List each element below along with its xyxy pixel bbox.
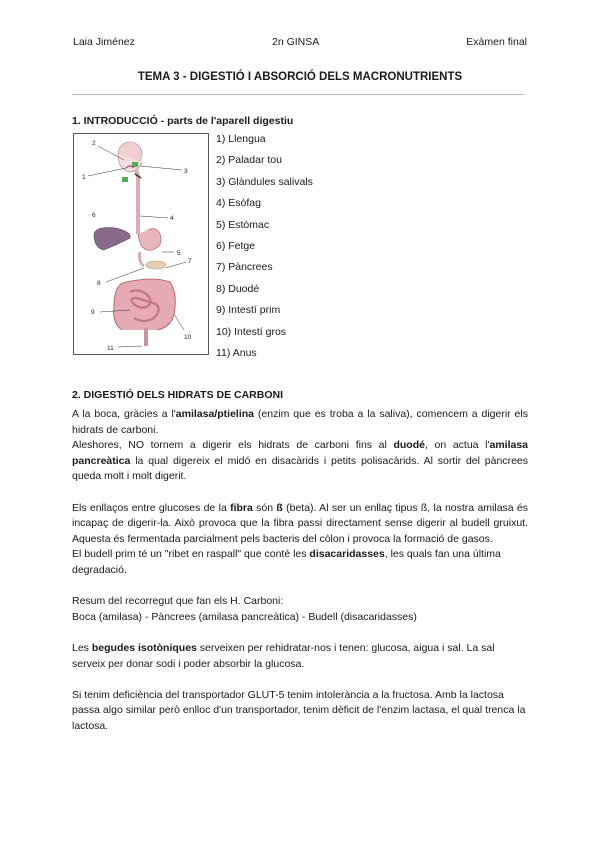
paragraph-duodenum: Aleshores, NO tornem a digerir els hidrats de carboni fins al duodé, on actua l'amilasa pancreàtica la qual digereix el midó en disacàrids i petits polisacàrids. Al sortir del pàncrees queda molt i molt digerit. (72, 439, 529, 483)
header-author: Laia Jiménez (73, 36, 135, 48)
paragraph-glut5: Si tenim deficiència del transportador GLUT-5 tenim intolerància a la fructosa. Amb la lactosa passa algo similar però enlloc d'un transportador, tenim dèficit de l'enzim lactasa, el qual trenca la lactosa. (72, 688, 526, 732)
large-intestine-shape (114, 279, 176, 330)
leader-line-1 (88, 168, 126, 176)
list-item: 9) Intestí prim (216, 304, 281, 317)
list-item: 10) Intestí gros (216, 325, 287, 338)
summary-intro: Resum del recorregut que fan els H. Carboni: (72, 595, 284, 608)
leader-line-3 (140, 166, 182, 170)
leader-line-4 (140, 216, 168, 218)
list-item: 6) Fetge (216, 239, 256, 252)
figure-label-5: 5 (177, 250, 181, 257)
list-item: 1) Llengua (216, 133, 266, 145)
title-divider (72, 94, 524, 95)
section-1-heading (72, 115, 293, 127)
figure-label-6: 6 (92, 212, 96, 219)
list-item: 5) Estòmac (216, 218, 270, 231)
list-item: 8) Duodé (216, 282, 260, 295)
section-1-title: 1. INTRODUCCIÓ (72, 115, 158, 127)
digestive-parts-list (216, 131, 313, 366)
term-disacaridasses: disacaridasses (309, 548, 385, 561)
paragraph-isotonic: Les begudes isotòniques serveixen per rehidratar-nos i tenen: glucosa, aigua i sal. La sal serveix per donar sodi i poder absorbir la glucosa. (72, 641, 495, 670)
list-item: 4) Esòfag (216, 197, 261, 210)
section-2-body (72, 407, 528, 734)
figure-label-1: 1 (82, 174, 86, 181)
list-item: 11) Anus (216, 346, 257, 359)
salivary-gland-lower-shape (122, 177, 128, 182)
leader-line-10 (174, 314, 184, 330)
list-item: 7) Pàncrees (216, 261, 273, 274)
figure-label-3: 3 (184, 168, 188, 175)
esophagus-shape (136, 170, 138, 234)
header-course: 2n GINSA (272, 36, 320, 48)
figure-label-8: 8 (97, 280, 101, 287)
section-1-subtitle: - parts de l'aparell digestiu (160, 115, 294, 127)
paragraph-fiber: Els enllaços entre glucoses de la fibra són ß (beta). Al ser un enllaç tipus ß, la nostra amilasa és incapaç de digerir-la. Això provoca que la fibra passi directament sense digerir al budell gruixut. Aquesta és fermentada parcialment pels bacteris del còlon i provoca la formació de gasos. (72, 501, 529, 545)
section-2-title: 2. DIGESTIÓ DELS HIDRATS DE CARBONI (72, 389, 283, 401)
digestive-system-figure (73, 133, 209, 355)
leader-line-7 (166, 262, 186, 268)
paragraph-brush-border: El budell prim té un "ribet en raspall" que conté les disacaridasses, les quals fan una última degradació. (72, 548, 501, 576)
pancreas-shape (146, 261, 166, 269)
leader-line-11 (118, 346, 142, 347)
digestive-system-diagram (74, 134, 208, 354)
figure-label-9: 9 (91, 309, 95, 316)
header-exam: Exàmen final (466, 36, 527, 48)
term-beta: ß (276, 501, 283, 514)
term-duode: duodé (393, 439, 425, 452)
stomach-shape (138, 229, 161, 251)
figure-label-11: 11 (107, 345, 114, 352)
summary-route: Boca (amilasa) - Pàncrees (amilasa pancreàtica) - Budell (disacaridasses) (72, 610, 417, 623)
list-item: 3) Glàndules salivals (216, 175, 313, 188)
term-amilasa: amilasa/ptielina (175, 408, 254, 420)
figure-label-2: 2 (92, 140, 96, 147)
page-title: TEMA 3 - DIGESTIÓ I ABSORCIÓ DELS MACRONUTRIENTS (137, 71, 463, 83)
salivary-gland-shape (132, 162, 138, 167)
list-item: 2) Paladar tou (216, 154, 282, 167)
term-amilasa-pancreatica: amilasa pancreàtica (72, 439, 529, 467)
liver-shape (94, 228, 130, 250)
paragraph-mouth: A la boca, gràcies a l'amilasa/ptielina (enzim que es troba a la saliva), comencem a digerir els hidrats de carboni. (72, 408, 528, 436)
term-fibra: fibra (230, 501, 253, 514)
term-begudes-isotoniques: begudes isotòniques (91, 641, 197, 654)
figure-label-4: 4 (170, 215, 174, 222)
duodenum-shape (140, 252, 145, 266)
figure-label-7: 7 (188, 258, 192, 265)
figure-label-10: 10 (184, 334, 192, 341)
